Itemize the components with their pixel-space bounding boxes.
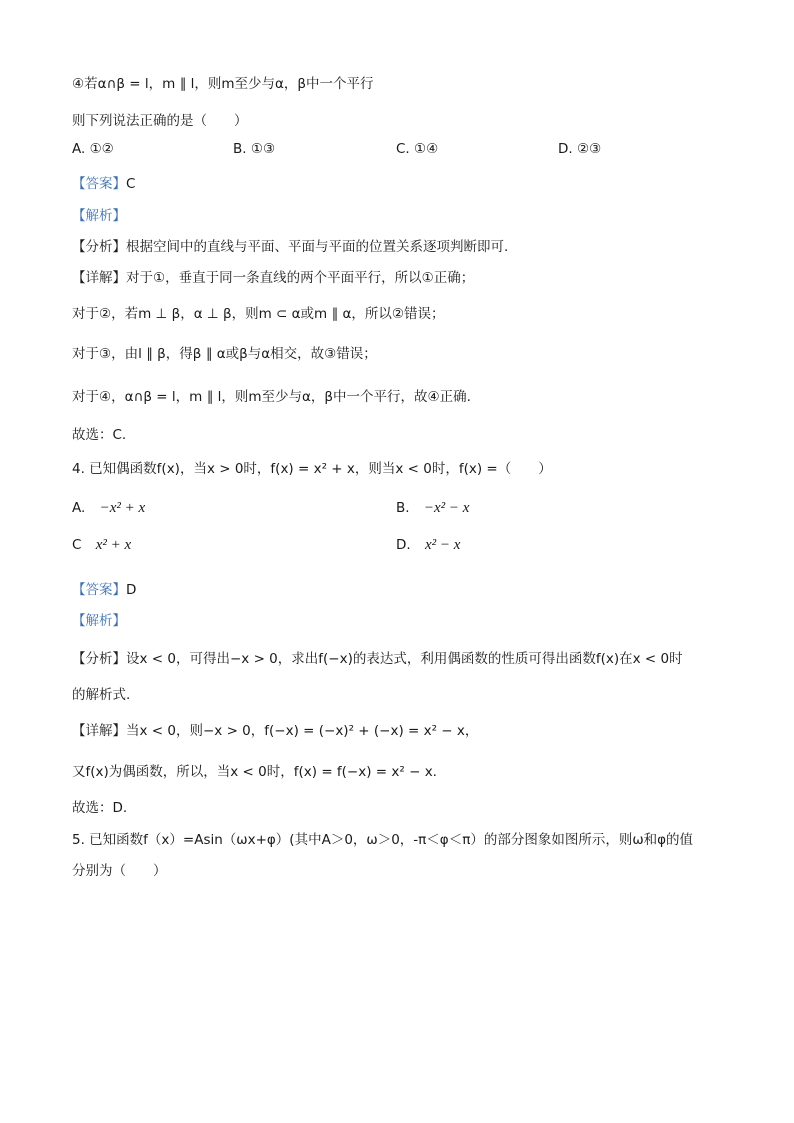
q3-option-b[interactable]: B. ①③ [233,141,276,157]
xiangjie-text: 当x < 0，则−x > 0，f(−x) = (−x)² + (−x) = x² − x， [126,723,479,739]
option-expression: −x² + x [99,500,146,516]
q3-choose: 故选：C. [72,427,127,443]
q4-option-d[interactable] [396,537,460,554]
q4-option-a[interactable] [72,500,145,517]
q4-xiangjie [72,719,478,739]
fenxi-label: 【分析】 [72,651,126,667]
answer-label: 【答案】 [72,176,126,192]
q3-answer [72,172,135,192]
q3-fenxi [72,235,508,255]
q4-fenxi [72,647,683,667]
q4-choose: 故选：D. [72,800,128,816]
q3-option-a[interactable]: A. ①② [72,141,114,157]
q4-analysis-heading [72,609,126,629]
option-letter: B. [396,500,410,516]
question-5-prompt-continuation: 分别为（ ） [72,863,167,879]
statement-4: ④若α∩β = l，m ∥ l，则m至少与α，β中一个平行 [72,76,374,92]
fenxi-text: 设x < 0，可得出−x > 0，求出f(−x)的表达式，利用偶函数的性质可得出函数f(x)在x < 0时 [126,651,683,667]
question-3-prompt: 则下列说法正确的是（ ） [72,113,248,129]
q3-xiangjie [72,266,474,286]
q3-detail-line-2: 对于②，若m ⊥ β，α ⊥ β，则m ⊂ α或m ∥ α，所以②错误； [72,306,445,322]
q4-answer [72,578,136,598]
option-letter: A. [72,500,86,516]
option-expression: x² − x [424,537,461,553]
answer-value: C [126,176,136,192]
analysis-label: 【解析】 [72,613,126,629]
q4-fenxi-continuation: 的解析式. [72,687,131,703]
question-4-prompt: 4. 已知偶函数f(x)，当x > 0时，f(x) = x² + x，则当x < 0时，f(x) =（ ） [72,461,552,477]
option-expression: x² + x [95,537,132,553]
option-letter: D. [396,537,411,553]
answer-value: D [126,582,137,598]
q3-detail-line-4: 对于④，α∩β = l，m ∥ l，则m至少与α，β中一个平行，故④正确. [72,389,471,405]
xiangjie-text: 对于①，垂直于同一条直线的两个平面平行，所以①正确； [126,270,475,286]
xiangjie-label: 【详解】 [72,723,126,739]
q3-detail-line-3: 对于③，由l ∥ β，得β ∥ α或β与α相交，故③错误； [72,346,377,362]
q3-option-c[interactable]: C. ①④ [396,141,439,157]
fenxi-label: 【分析】 [72,239,126,255]
option-letter: C [72,537,82,553]
q4-option-c[interactable] [72,537,131,554]
q4-option-b[interactable] [396,500,469,517]
fenxi-text: 根据空间中的直线与平面、平面与平面的位置关系逐项判断即可. [126,239,509,255]
answer-label: 【答案】 [72,582,126,598]
question-5-prompt: 5. 已知函数f（x）=Asin（ωx+φ）(其中A＞0，ω＞0，-π＜φ＜π）的部分图象如图所示，则ω和φ的值 [72,832,694,848]
q3-option-d[interactable]: D. ②③ [558,141,602,157]
q4-detail-line-2: 又f(x)为偶函数，所以，当x < 0时，f(x) = f(−x) = x² − x. [72,764,437,780]
option-expression: −x² − x [423,500,470,516]
analysis-label: 【解析】 [72,208,126,224]
q3-analysis-heading [72,204,126,224]
xiangjie-label: 【详解】 [72,270,126,286]
